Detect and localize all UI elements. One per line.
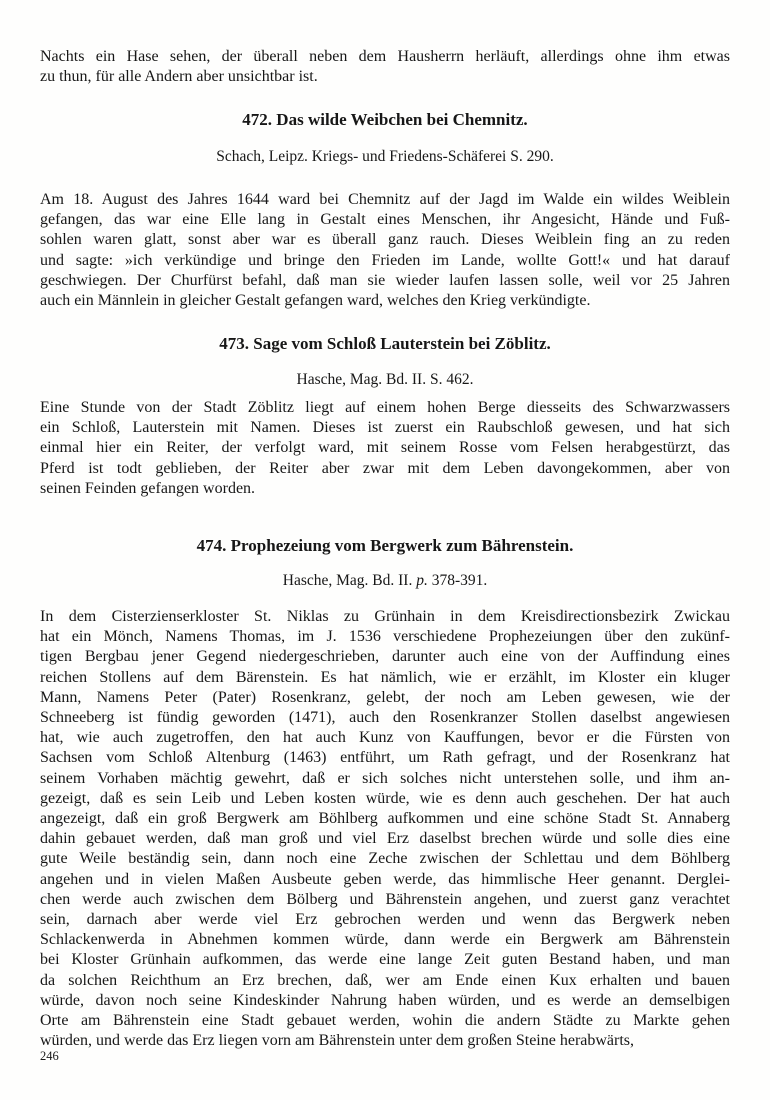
text-line: Am 18. August des Jahres 1644 ward bei Chemnitz auf der Jagd im Walde ein wildes Weiblein	[40, 191, 730, 208]
text-line: Sachsen vom Schloß Altenburg (1463) entführt, um Rath gefragt, und der Rosenkranz hat	[40, 749, 730, 767]
text-line: seinem Vorhaben mächtig gewehrt, daß er sich solches nicht unterstehen solle, und ihm an-	[40, 769, 730, 787]
source-text-run: 378-391.	[427, 572, 488, 589]
text-line: Schlackenwerda in Abnehmen kommen würde, dann werde ein Bergwerk am Bährenstein	[40, 931, 730, 949]
source-text-run: Hasche, Mag. Bd. II. S. 462.	[296, 371, 474, 388]
text-line: seinen Feinden gefangen worden.	[40, 479, 256, 497]
text-line: bei Kloster Grünhain aufkommen, das werde eine lange Zeit guten Bestand haben, und man	[40, 951, 730, 969]
section-heading-474: 474. Prophezeiung vom Bergwerk zum Bährenstein.	[196, 536, 574, 555]
text-line: zu thun, für alle Andern aber unsichtbar ist.	[40, 68, 318, 86]
text-line: Mann, Namens Peter (Pater) Rosenkranz, gelebt, der noch am Leben gewesen, wie der	[40, 688, 730, 706]
text-line: gefangen, das war eine Elle lang in Gestalt eines Menschen, ihr Angesicht, Hände und Fuß-	[40, 211, 730, 229]
source-text-run: p.	[416, 572, 428, 589]
text-line: auch ein Männlein in gleicher Gestalt gefangen ward, welches den Krieg verkündigte.	[40, 292, 591, 310]
source-text-run: Hasche, Mag. Bd. II.	[282, 572, 417, 589]
text-line: einmal hier ein Reiter, der verfolgt ward, mit seinem Rosse vom Felsen herabgestürzt, das	[40, 439, 730, 457]
text-line: und sagte: »ich verkündige und bringe den Frieden im Lande, wollte Gott!« und hat darauf	[40, 251, 730, 269]
text-line: Schneeberg ist fündig geworden (1471), auch den Rosenkranzer Stollen daselbst angewiesen	[40, 709, 730, 727]
text-line: sein, darnach aber werde viel Erz gebrochen werden und wenn das Bergwerk neben	[40, 911, 730, 929]
source-text-run: Schach, Leipz. Kriegs- und Friedens-Schäferei S. 290.	[216, 148, 554, 165]
page-number: 246	[40, 1049, 59, 1063]
text-line: würde, davon noch seine Kindeskinder Nahrung haben würden, und es werde an demselbigen	[40, 991, 730, 1009]
section-source-472	[40, 147, 730, 166]
text-line: dahin gebauet werden, daß man groß und viel Erz daselbst brechen würde und solle dies eine	[40, 830, 730, 848]
text-line: geschwiegen. Der Churfürst befahl, daß man sie wieder laufen lassen solle, weil vor 25 Jahren	[40, 271, 730, 289]
text-line: da solchen Reichthum an Erz brechen, daß, wer am Ende einen Kux erhalten und bauen	[40, 971, 730, 989]
text-line: chen werde auch zwischen dem Bölberg und Bährenstein angehen, und zuerst ganz verachtet	[40, 890, 730, 908]
intro-paragraph	[40, 47, 730, 87]
text-line: Orte am Bährenstein eine Stadt gebauet werden, wohin die andern Städte zu Markte gehen	[40, 1012, 730, 1030]
text-line: gezeigt, daß es sein Leib und Leben kosten würde, wie es denn auch geschehen. Der hat auch	[40, 789, 730, 807]
text-line: hat, wie auch zugetroffen, den hat auch Kunz von Kauffungen, bevor er die Fürsten von	[40, 729, 730, 747]
section-heading-473: 473. Sage vom Schloß Lauterstein bei Zöblitz.	[219, 334, 551, 353]
text-line: Pferd ist todt geblieben, der Reiter aber zwar mit dem Leben davongekommen, aber von	[40, 459, 730, 477]
text-line: hat ein Mönch, Namens Thomas, im J. 1536 verschiedene Prophezeiungen über den zukünf-	[40, 628, 730, 646]
section-body-474	[40, 607, 730, 1051]
section-body-472	[40, 190, 730, 311]
text-line: sohlen waren glatt, sonst aber war es überall ganz rauch. Dieses Weiblein fing an zu reden	[40, 231, 730, 249]
text-line: tigen Bergbau jener Gegend niedergeschrieben, darunter auch eine von der Auffindung eines	[40, 648, 730, 666]
text-line: würden, und werde das Erz liegen vorn am Bährenstein unter dem großen Steine herabwärts,	[40, 1032, 635, 1050]
text-line: Nachts ein Hase sehen, der überall neben dem Hausherrn herläuft, allerdings ohne ihm etwas	[40, 48, 730, 65]
text-line: Eine Stunde von der Stadt Zöblitz liegt auf einem hohen Berge diesseits des Schwarzwassers	[40, 399, 730, 416]
section-body-473	[40, 398, 730, 499]
section-heading-472: 472. Das wilde Weibchen bei Chemnitz.	[242, 110, 528, 129]
text-line: angehen und in vielen Maßen Ausbeute geben werde, das himmlische Heer genannt. Derglei-	[40, 870, 730, 888]
text-line: In dem Cisterzienserkloster St. Niklas zu Grünhain in dem Kreisdirectionsbezirk Zwickau	[40, 608, 730, 625]
text-line: gute Weile beständig sein, dann noch eine Zeche zwischen der Schlettau und dem Böhlberg	[40, 850, 730, 868]
section-source-474	[40, 571, 730, 590]
text-line: ein Schloß, Lauterstein mit Namen. Dieses ist zuerst ein Raubschloß gewesen, und hat sich	[40, 419, 730, 437]
text-line: reichen Stollens auf dem Bärenstein. Es hat nämlich, wie er erzählt, im Kloster ein kluger	[40, 668, 730, 686]
text-line: angezeigt, daß ein groß Bergwerk am Böhlberg aufkommen und eine schöne Stadt St. Annaberg	[40, 810, 730, 828]
section-source-473	[40, 370, 730, 389]
